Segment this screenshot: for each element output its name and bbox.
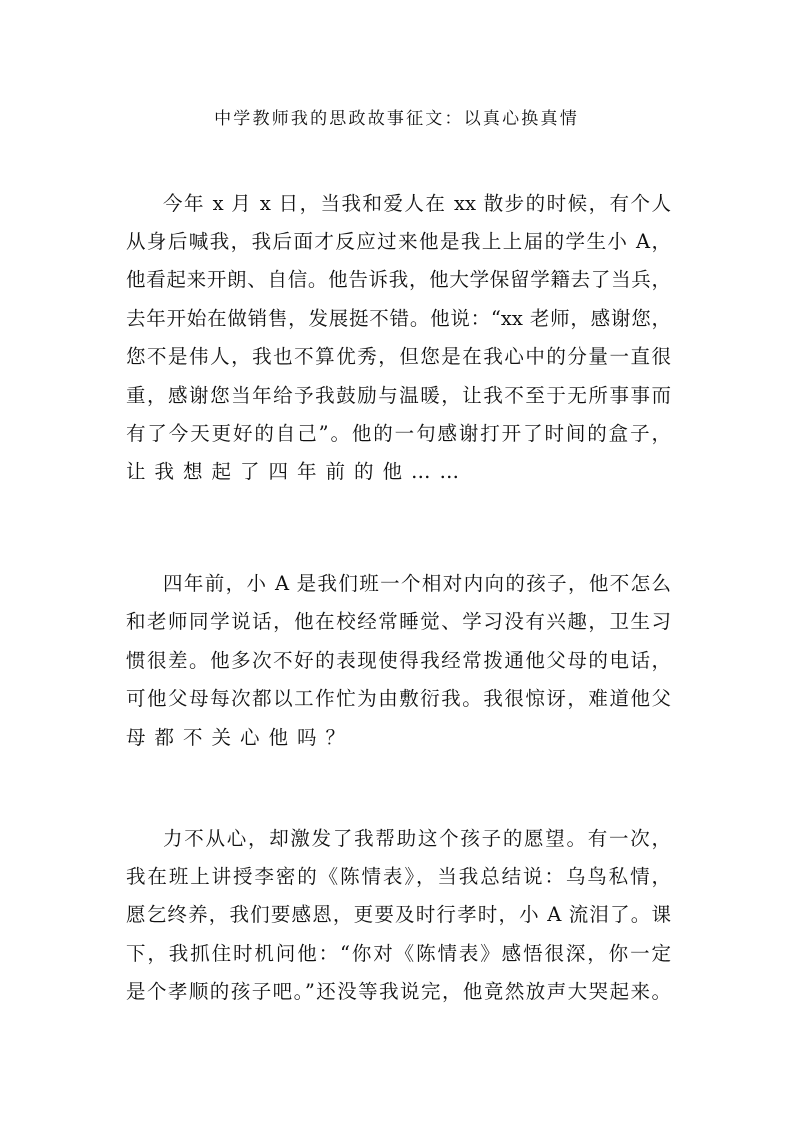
paragraph-line: 可他父母每次都以工作忙为由敷衍我。我很惊讶，难道他父 <box>126 687 671 710</box>
paragraph-line: 愿乞终养，我们要感恩，更要及时行孝时，小 A 流泪了。课 <box>126 903 671 926</box>
document-title: 中学教师我的思政故事征文：以真心换真情 <box>214 109 579 129</box>
paragraph-line: 今年 x 月 x 日，当我和爱人在 xx 散步的时候，有个人 <box>163 192 671 215</box>
paragraph-line: 我在班上讲授李密的《陈情表》，当我总结说：乌鸟私情， <box>126 865 671 888</box>
paragraph-line: 四年前，小 A 是我们班一个相对内向的孩子，他不怎么 <box>163 572 671 595</box>
paragraph-line: 母都不关心他吗？ <box>126 726 355 749</box>
paragraph-line: 从身后喊我，我后面才反应过来他是我上上届的学生小 A， <box>126 230 671 253</box>
paragraph-line: 去年开始在做销售，发展挺不错。他说：“xx 老师，感谢您， <box>126 307 671 330</box>
paragraph-line: 让我想起了四年前的他…… <box>126 460 469 483</box>
paragraph-line: 惯很差。他多次不好的表现使得我经常拨通他父母的电话， <box>126 649 671 672</box>
paragraph-line: 重，感谢您当年给予我鼓励与温暖，让我不至于无所事事而 <box>126 384 671 407</box>
paragraph-line: 您不是伟人，我也不算优秀，但您是在我心中的分量一直很 <box>126 345 671 368</box>
paragraph-line: 和老师同学说话，他在校经常睡觉、学习没有兴趣，卫生习 <box>126 610 671 633</box>
paragraph-line: 有了今天更好的自己”。他的一句感谢打开了时间的盒子， <box>126 422 671 445</box>
paragraph-line: 力不从心，却激发了我帮助这个孩子的愿望。有一次， <box>163 827 671 850</box>
paragraph-line: 他看起来开朗、自信。他告诉我，他大学保留学籍去了当兵， <box>126 268 671 291</box>
paragraph-line: 下，我抓住时机问他：“你对《陈情表》感悟很深，你一定 <box>126 942 671 965</box>
paragraph-line: 是个孝顺的孩子吧。”还没等我说完，他竟然放声大哭起来。 <box>126 980 671 1003</box>
